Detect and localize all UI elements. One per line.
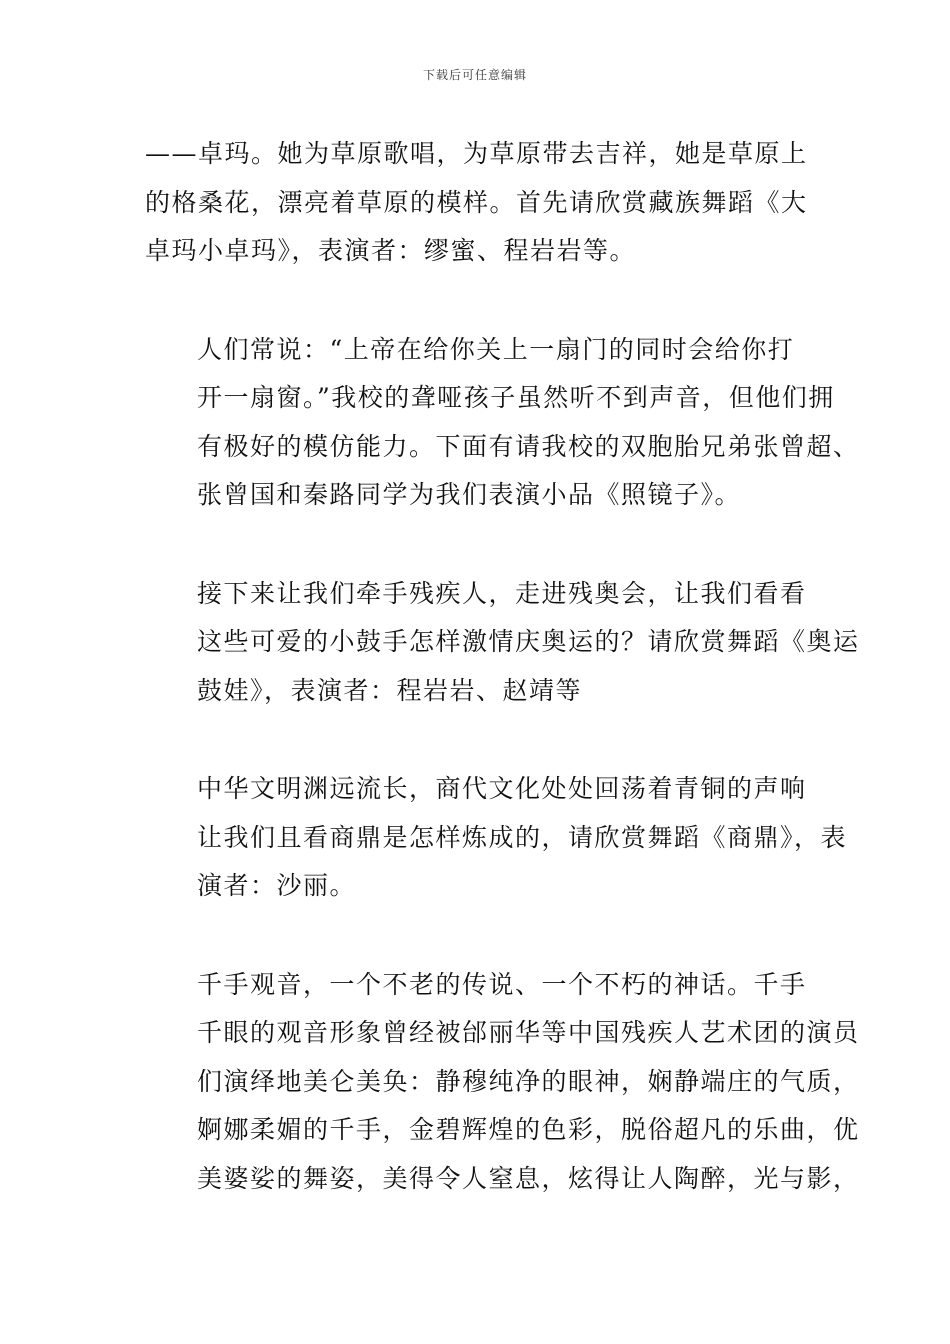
text-line: 让我们且看商鼎是怎样炼成的，请欣赏舞蹈《商鼎》，表 [197,822,848,852]
text-line: 美婆娑的舞姿，美得令人窒息，炫得让人陶醉，光与影， [197,1163,860,1193]
text-line: 们演绎地美仑美奂：静穆纯净的眼神，娴静端庄的气质， [197,1066,860,1096]
paragraph-1 [145,130,813,276]
paragraph-5 [145,961,860,1204]
text-line: 卓玛小卓玛》，表演者：缪蜜、程岩岩等。 [145,236,637,265]
paragraph-4 [145,765,848,911]
text-line: 演者：沙丽。 [197,871,357,900]
text-line: 千手观音，一个不老的传说、一个不朽的神话。千手 [197,969,807,999]
text-line: 婀娜柔媚的千手，金碧辉煌的色彩，脱俗超凡的乐曲，优 [197,1115,860,1144]
page-header: 下载后可任意编辑 [422,68,527,82]
text-line: 接下来让我们牵手残疾人，走进残奥会，让我们看看 [197,578,807,608]
document-body [145,130,860,1253]
text-line: 中华文明渊远流长，商代文化处处回荡着青铜的声响 [197,774,807,803]
paragraph-2 [145,326,860,520]
text-line: 人们常说：“上帝在给你关上一扇门的同时会给你打 [197,334,795,364]
text-line: 有极好的模仿能力。下面有请我校的双胞胎兄弟张曾超、 [197,431,860,461]
text-line: 张曾国和秦路同学为我们表演小品《照镜子》。 [197,480,742,509]
text-line: 开一扇窗。”我校的聋哑孩子虽然听不到声音，但他们拥 [197,383,835,412]
text-line: 千眼的观音形象曾经被邰丽华等中国残疾人艺术团的演员 [197,1018,860,1047]
text-line: 鼓娃》，表演者：程岩岩、赵靖等 [197,675,583,705]
text-line: ——卓玛。她为草原歌唱，为草原带去吉祥，她是草原上 [145,139,808,168]
text-line: 这些可爱的小鼓手怎样激情庆奥运的？请欣赏舞蹈《奥运 [197,627,860,656]
text-line: 的格桑花，漂亮着草原的模样。首先请欣赏藏族舞蹈《大 [145,187,808,217]
paragraph-3 [145,570,860,716]
